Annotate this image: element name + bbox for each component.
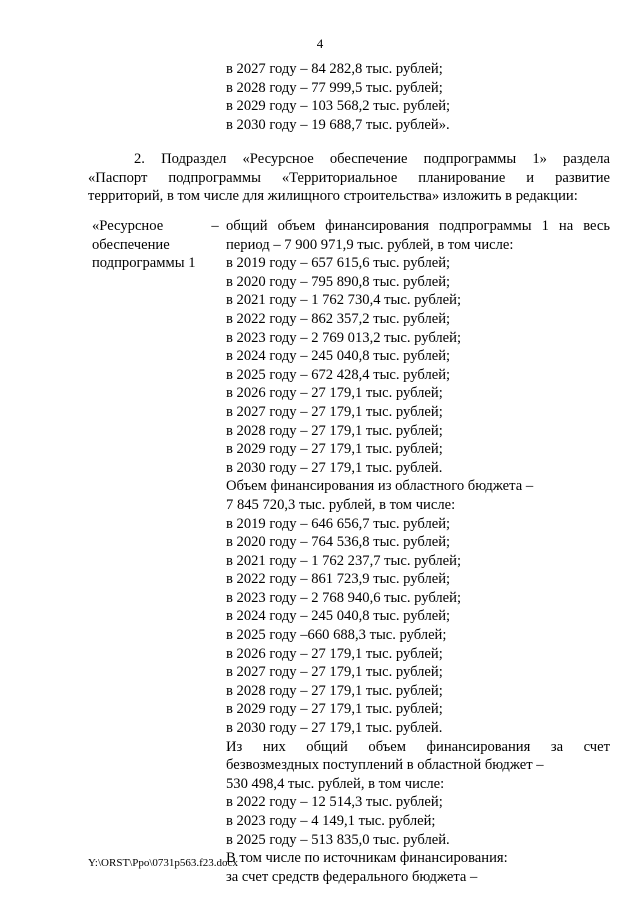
detail-line: В том числе по источникам финансирования: [226, 850, 508, 867]
page-number: 4 [316, 36, 324, 51]
detail-line: в 2023 году – 2 768 940,6 тыс. рублей; [226, 589, 462, 606]
label-line: обеспечение [92, 236, 170, 253]
detail-line: в 2020 году – 764 536,8 тыс. рублей; [226, 534, 451, 551]
detail-line: в 2027 году – 27 179,1 тыс. рублей; [226, 403, 443, 420]
detail-line: в 2025 году – 672 428,4 тыс. рублей; [226, 366, 451, 383]
detail-line: в 2025 году –660 688,3 тыс. рублей; [226, 627, 447, 644]
label-line: подпрограммы 1 [92, 255, 196, 272]
label-line: «Ресурсное [92, 218, 164, 234]
detail-line: в 2030 году – 27 179,1 тыс. рублей. [226, 459, 443, 476]
detail-line: в 2019 году – 657 615,6 тыс. рублей; [226, 255, 451, 272]
resource-label [92, 217, 204, 273]
detail-line: период – 7 900 971,9 тыс. рублей, в том числе: [226, 236, 514, 253]
detail-line: в 2028 году – 27 179,1 тыс. рублей; [226, 682, 443, 699]
detail-line: в 2022 году – 862 357,2 тыс. рублей; [226, 310, 451, 327]
paragraph-line: 2. Подраздел «Ресурсное обеспечение подпрограммы 1» раздела [134, 151, 610, 167]
intro-line: в 2029 году – 103 568,2 тыс. рублей; [226, 98, 451, 115]
detail-line: в 2021 году – 1 762 730,4 тыс. рублей; [226, 292, 462, 309]
detail-line: в 2024 году – 245 040,8 тыс. рублей; [226, 608, 451, 625]
file-path-footer: Y:\ORST\Ppo\0731p563.f23.docx [88, 857, 238, 869]
intro-line: в 2027 году – 84 282,8 тыс. рублей; [226, 61, 443, 77]
detail-line: в 2026 году – 27 179,1 тыс. рублей; [226, 385, 443, 402]
detail-line: в 2023 году – 2 769 013,2 тыс. рублей; [226, 329, 462, 346]
detail-line: 530 498,4 тыс. рублей, в том числе: [226, 775, 445, 792]
detail-line: 7 845 720,3 тыс. рублей, в том числе: [226, 496, 456, 513]
detail-line: в 2019 году – 646 656,7 тыс. рублей; [226, 515, 451, 532]
detail-line: в 2026 году – 27 179,1 тыс. рублей; [226, 645, 443, 662]
resource-details [226, 217, 610, 886]
detail-line: Из них общий объем финансирования за счет [226, 738, 610, 755]
detail-line: в 2028 году – 27 179,1 тыс. рублей; [226, 422, 443, 439]
detail-line: в 2030 году – 27 179,1 тыс. рублей. [226, 720, 443, 737]
detail-line: в 2025 году – 513 835,0 тыс. рублей. [226, 831, 450, 848]
detail-line: безвозмездных поступлений в областной бюджет – [226, 757, 544, 774]
detail-line: в 2021 году – 1 762 237,7 тыс. рублей; [226, 552, 462, 569]
detail-line: в 2024 году – 245 040,8 тыс. рублей; [226, 348, 451, 365]
detail-line: за счет средств федерального бюджета – [226, 868, 478, 885]
detail-line: в 2029 году – 27 179,1 тыс. рублей; [226, 441, 443, 458]
detail-line: в 2022 году – 861 723,9 тыс. рублей; [226, 571, 451, 588]
detail-line: в 2029 году – 27 179,1 тыс. рублей; [226, 701, 443, 718]
intro-line: в 2030 году – 19 688,7 тыс. рублей». [226, 116, 450, 133]
label-dash: – [211, 218, 219, 234]
intro-funding-list [226, 60, 586, 134]
intro-line: в 2028 году – 77 999,5 тыс. рублей; [226, 79, 443, 96]
detail-line: общий объем финансирования подпрограммы 1 на весь [226, 218, 610, 234]
paragraph-line: «Паспорт подпрограммы «Территориальное планирование и развитие [88, 169, 610, 186]
detail-line: в 2020 году – 795 890,8 тыс. рублей; [226, 273, 451, 290]
detail-line: в 2027 году – 27 179,1 тыс. рублей; [226, 664, 443, 681]
paragraph-line: территорий, в том числе для жилищного строительства» изложить в редакции: [88, 188, 578, 205]
detail-line: в 2023 году – 4 149,1 тыс. рублей; [226, 813, 436, 829]
detail-line: в 2022 году – 12 514,3 тыс. рублей; [226, 794, 443, 811]
amendment-paragraph [88, 150, 610, 206]
detail-line: Объем финансирования из областного бюджета – [226, 478, 534, 495]
